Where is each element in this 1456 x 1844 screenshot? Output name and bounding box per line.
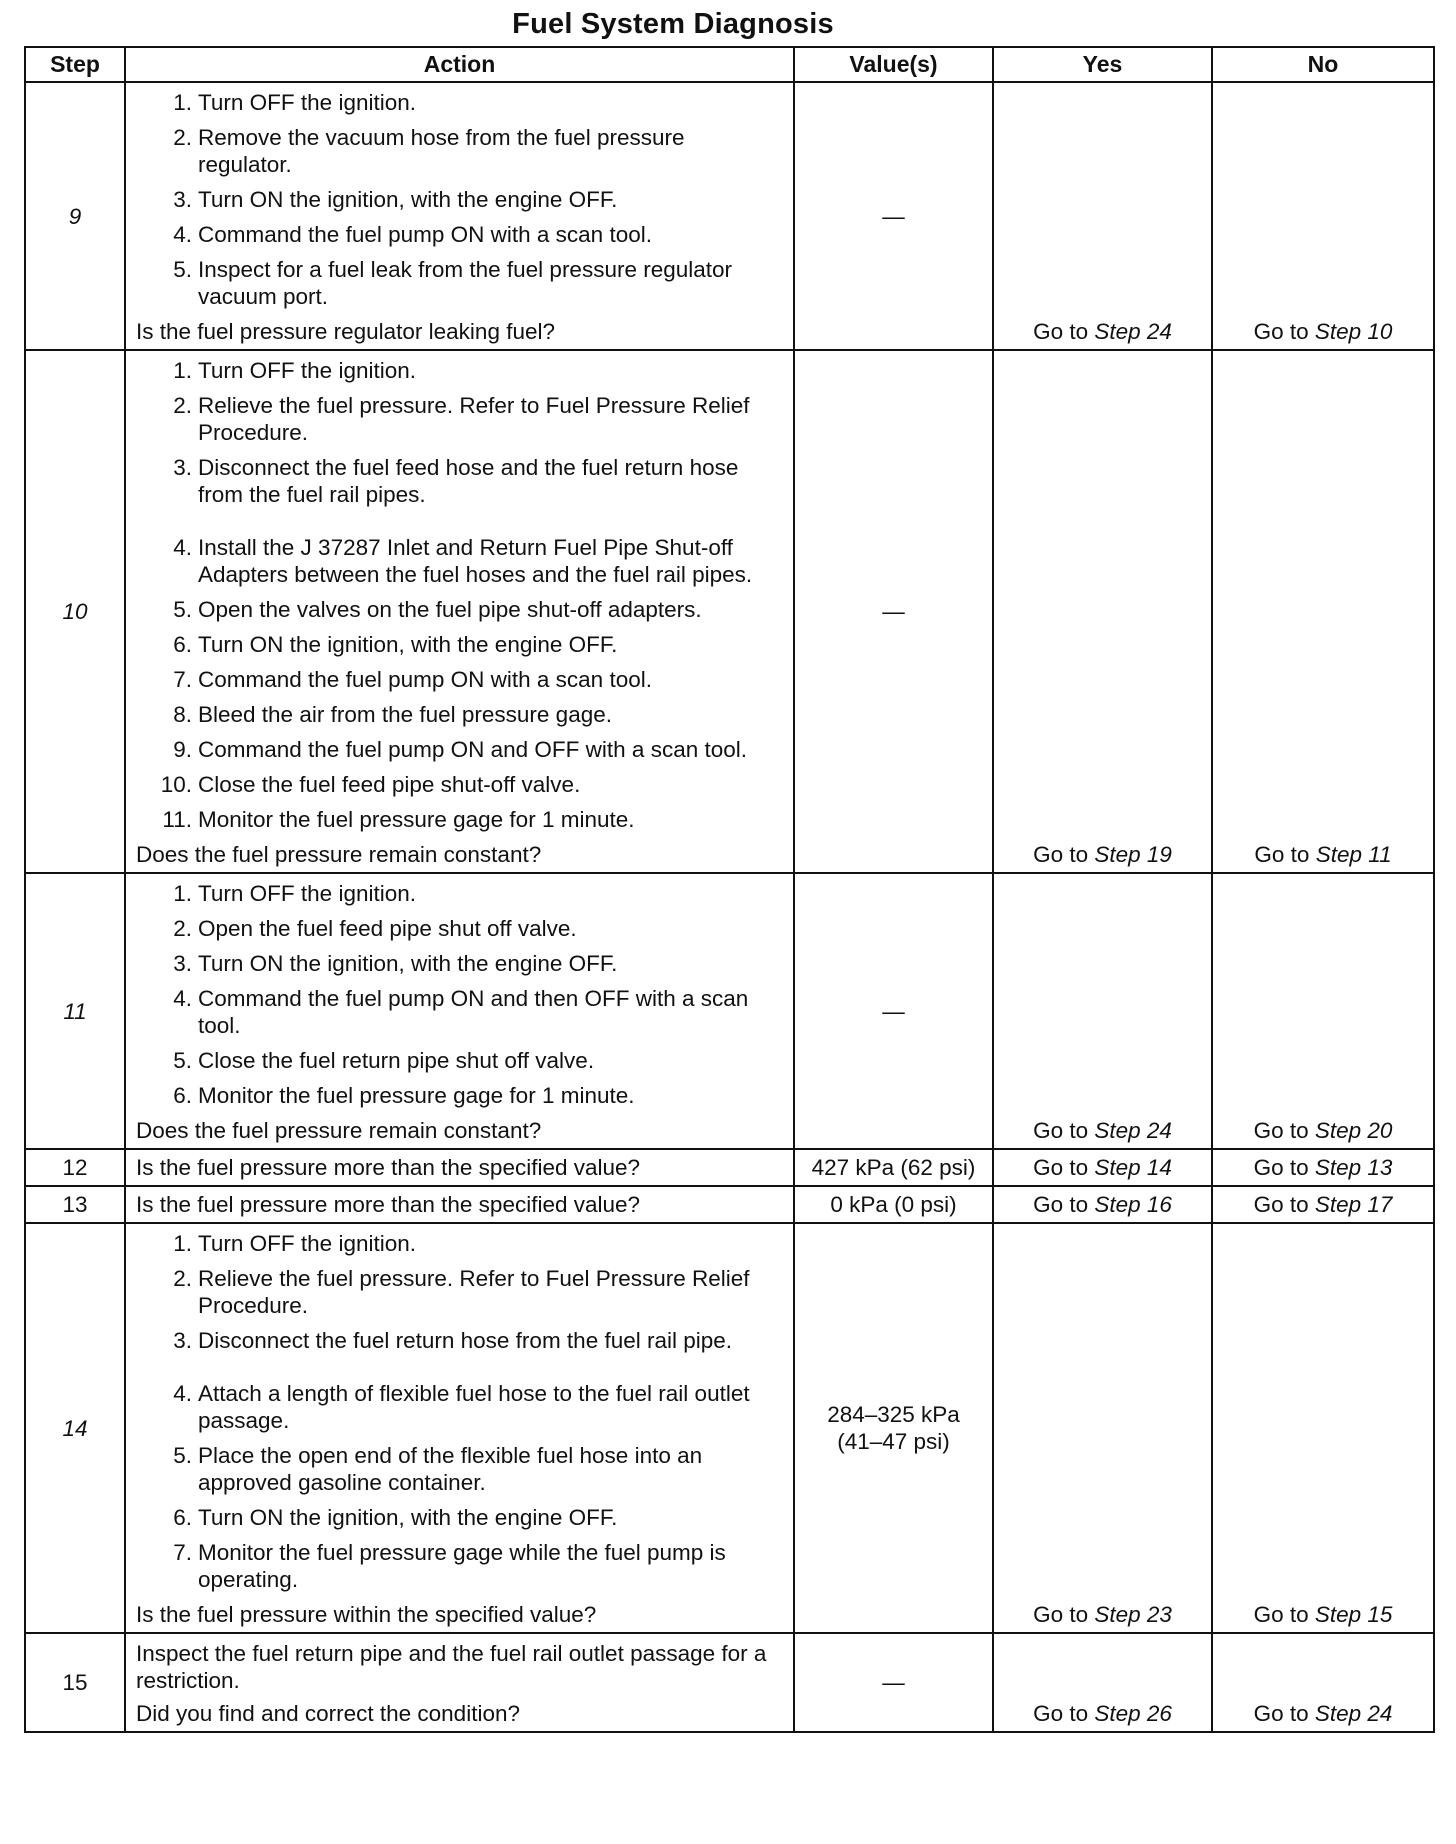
list-item: 4. Command the fuel pump ON and then OFF with a scan tool. xyxy=(173,986,749,1038)
list-item: 11. Monitor the fuel pressure gage for 1 minute. xyxy=(162,807,635,832)
action-list xyxy=(136,880,783,1109)
no-goto: Step 11 xyxy=(1315,842,1392,867)
action-cell xyxy=(125,82,794,350)
yes-cell: Go to Step 26 xyxy=(993,1633,1212,1732)
step-number: 14 xyxy=(25,1223,125,1633)
value-cell: — xyxy=(794,873,993,1149)
list-item: 5. Inspect for a fuel leak from the fuel pressure regulator vacuum port. xyxy=(173,257,733,309)
no-cell: Go to Step 10 xyxy=(1212,82,1434,350)
list-item: 1. Turn OFF the ignition. xyxy=(173,90,417,115)
no-cell: Go to Step 13 xyxy=(1212,1149,1434,1186)
page-title: Fuel System Diagnosis xyxy=(512,8,834,40)
list-item: 5. Place the open end of the flexible fuel hose into an approved gasoline container. xyxy=(173,1443,703,1495)
no-goto: Step 15 xyxy=(1314,1602,1393,1627)
header-action: Action xyxy=(125,47,794,82)
table-row xyxy=(25,350,1434,873)
no-cell: Go to Step 15 xyxy=(1212,1223,1434,1633)
step-number: 13 xyxy=(25,1186,125,1223)
list-item: 5. Open the valves on the fuel pipe shut-off adapters. xyxy=(173,597,702,622)
yes-goto: Step 24 xyxy=(1094,1118,1172,1143)
list-item: 4. Command the fuel pump ON with a scan tool. xyxy=(173,222,652,247)
table-row xyxy=(25,873,1434,1149)
action-list xyxy=(136,89,783,310)
value-cell: — xyxy=(794,350,993,873)
yes-cell: Go to Step 23 xyxy=(993,1223,1212,1633)
question: Does the fuel pressure remain constant? xyxy=(136,842,542,867)
no-goto: Step 13 xyxy=(1314,1155,1393,1180)
action-cell xyxy=(125,873,794,1149)
yes-cell: Go to Step 19 xyxy=(993,350,1212,873)
value-cell: 427 kPa (62 psi) xyxy=(794,1149,993,1186)
list-item: 3. Turn ON the ignition, with the engine OFF. xyxy=(173,951,618,976)
value-cell xyxy=(794,1223,993,1633)
yes-cell: Go to Step 14 xyxy=(993,1149,1212,1186)
list-item: 6. Monitor the fuel pressure gage for 1 minute. xyxy=(173,1083,635,1108)
no-goto: Step 20 xyxy=(1314,1118,1393,1143)
question: Is the fuel pressure more than the specified value? xyxy=(125,1186,794,1223)
table-row xyxy=(25,1149,1434,1186)
list-item: 3. Disconnect the fuel return hose from the fuel rail pipe. xyxy=(173,1328,733,1353)
step-number: 11 xyxy=(25,873,125,1149)
list-item: 2. Remove the vacuum hose from the fuel pressure regulator. xyxy=(173,125,685,177)
header-yes: Yes xyxy=(993,47,1212,82)
list-item: 6. Turn ON the ignition, with the engine OFF. xyxy=(173,1505,618,1530)
list-item: 2. Open the fuel feed pipe shut off valve. xyxy=(173,916,577,941)
value-cell: — xyxy=(794,1633,993,1732)
list-item: 4. Install the J 37287 Inlet and Return Fuel Pipe Shut-off Adapters between the fuel hoses and the fuel rail pipes. xyxy=(173,535,753,587)
no-cell: Go to Step 17 xyxy=(1212,1186,1434,1223)
list-item: 4. Attach a length of flexible fuel hose to the fuel rail outlet passage. xyxy=(173,1381,750,1433)
step-number: 9 xyxy=(25,82,125,350)
question: Is the fuel pressure within the specified value? xyxy=(136,1602,597,1627)
action-list xyxy=(136,1230,783,1593)
list-item: 3. Disconnect the fuel feed hose and the fuel return hose from the fuel rail pipes. xyxy=(173,455,739,507)
list-item: 2. Relieve the fuel pressure. Refer to Fuel Pressure Relief Procedure. xyxy=(173,1266,750,1318)
list-item: 9. Command the fuel pump ON and OFF with a scan tool. xyxy=(173,737,747,762)
list-item: 5. Close the fuel return pipe shut off valve. xyxy=(173,1048,595,1073)
header-step: Step xyxy=(25,47,125,82)
question: Is the fuel pressure regulator leaking fuel? xyxy=(136,319,555,344)
yes-cell: Go to Step 24 xyxy=(993,82,1212,350)
diagnosis-table xyxy=(24,46,1435,1733)
list-item: 1. Turn OFF the ignition. xyxy=(173,881,417,906)
value-range-psi: (41–47 psi) xyxy=(837,1429,950,1454)
header-values: Value(s) xyxy=(794,47,993,82)
step-number: 12 xyxy=(25,1149,125,1186)
yes-cell: Go to Step 24 xyxy=(993,873,1212,1149)
list-item: 1. Turn OFF the ignition. xyxy=(173,1231,417,1256)
action-list xyxy=(136,357,783,833)
table-row xyxy=(25,1186,1434,1223)
header-no: No xyxy=(1212,47,1434,82)
list-item: 6. Turn ON the ignition, with the engine OFF. xyxy=(173,632,618,657)
yes-goto: Step 26 xyxy=(1094,1701,1172,1726)
table-row xyxy=(25,82,1434,350)
list-item: 8. Bleed the air from the fuel pressure gage. xyxy=(173,702,612,727)
question: Did you find and correct the condition? xyxy=(136,1701,520,1726)
no-goto: Step 24 xyxy=(1314,1701,1393,1726)
yes-goto: Step 16 xyxy=(1094,1192,1172,1217)
yes-goto: Step 23 xyxy=(1094,1602,1172,1627)
step-number: 10 xyxy=(25,350,125,873)
step-number: 15 xyxy=(25,1633,125,1732)
value-cell: 0 kPa (0 psi) xyxy=(794,1186,993,1223)
action-cell xyxy=(125,1633,794,1732)
header-row xyxy=(25,47,1434,82)
no-goto: Step 17 xyxy=(1314,1192,1393,1217)
question: Is the fuel pressure more than the specified value? xyxy=(125,1149,794,1186)
list-item: 7. Monitor the fuel pressure gage while the fuel pump is operating. xyxy=(173,1540,726,1592)
list-item: 1. Turn OFF the ignition. xyxy=(173,358,417,383)
question: Does the fuel pressure remain constant? xyxy=(136,1118,542,1143)
list-item: 3. Turn ON the ignition, with the engine OFF. xyxy=(173,187,618,212)
list-item: 7. Command the fuel pump ON with a scan tool. xyxy=(173,667,652,692)
table-row xyxy=(25,1223,1434,1633)
yes-goto: Step 24 xyxy=(1094,319,1172,344)
no-goto: Step 10 xyxy=(1314,319,1393,344)
yes-goto: Step 14 xyxy=(1094,1155,1172,1180)
no-cell: Go to Step 20 xyxy=(1212,873,1434,1149)
table-row xyxy=(25,1633,1434,1732)
yes-cell: Go to Step 16 xyxy=(993,1186,1212,1223)
statement: Inspect the fuel return pipe and the fuel rail outlet passage for a restriction. xyxy=(136,1641,767,1693)
action-cell xyxy=(125,1223,794,1633)
list-item: 2. Relieve the fuel pressure. Refer to Fuel Pressure Relief Procedure. xyxy=(173,393,750,445)
yes-goto: Step 19 xyxy=(1094,842,1172,867)
value-range-kpa: 284–325 kPa xyxy=(827,1402,960,1427)
no-cell: Go to Step 11 xyxy=(1212,350,1434,873)
list-item: 10. Close the fuel feed pipe shut-off valve. xyxy=(160,772,581,797)
value-cell: — xyxy=(794,82,993,350)
no-cell: Go to Step 24 xyxy=(1212,1633,1434,1732)
action-cell xyxy=(125,350,794,873)
